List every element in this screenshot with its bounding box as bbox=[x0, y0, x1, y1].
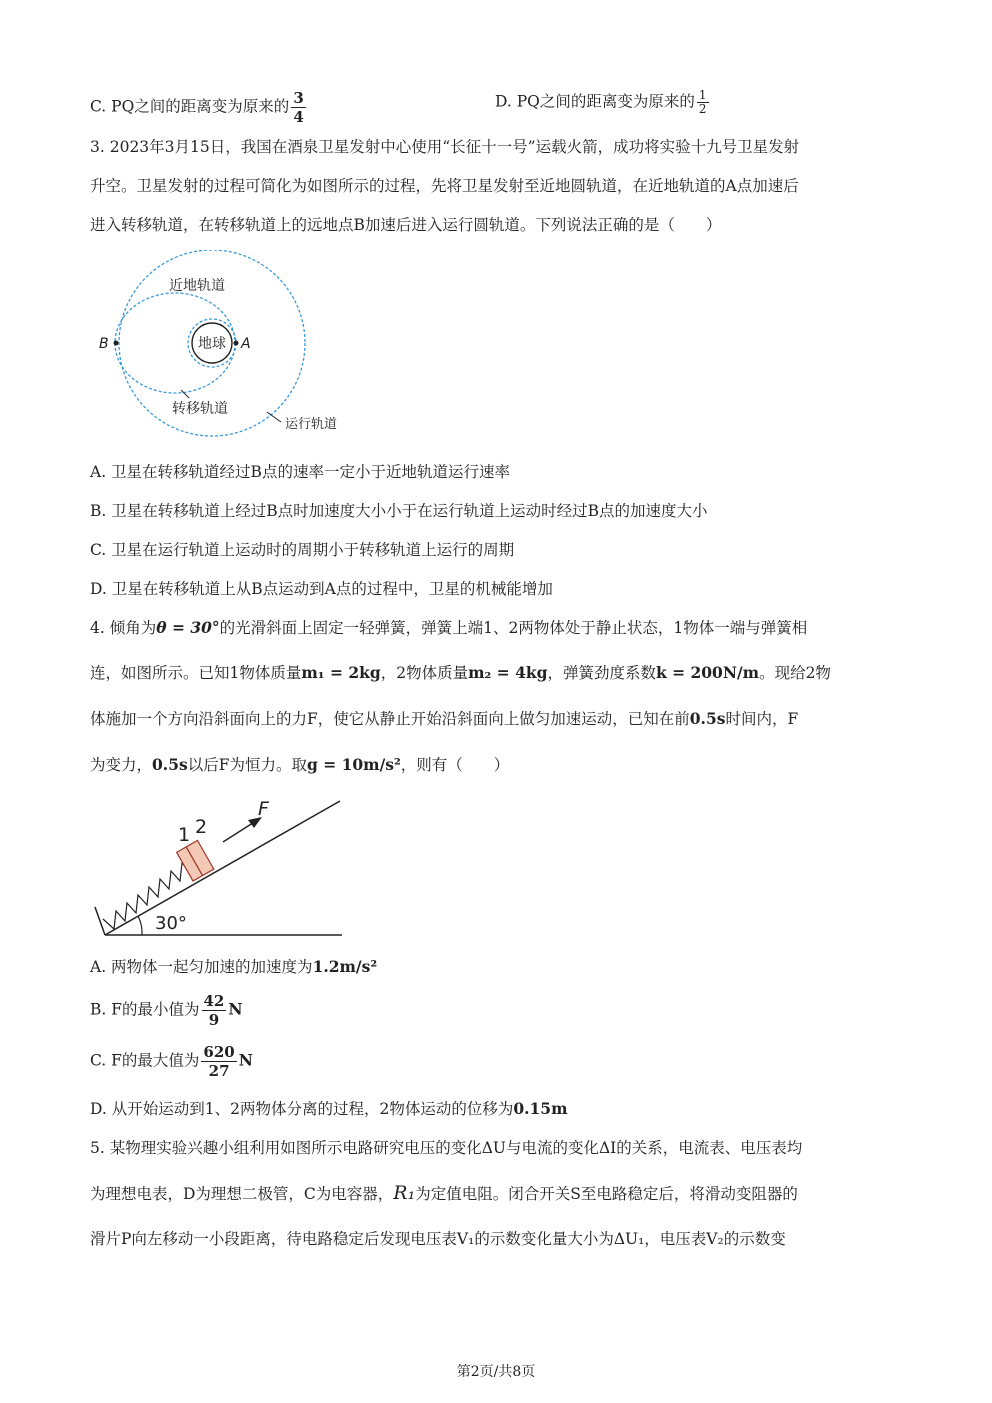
formula-g: g = 10m/s² bbox=[306, 755, 401, 774]
near-orbit-label: 近地轨道 bbox=[169, 278, 225, 294]
text-segment: 以后F为恒力。取 bbox=[187, 756, 307, 774]
formula-m1: m₁ = 2kg bbox=[301, 663, 381, 682]
prev-option-c[interactable] bbox=[90, 89, 308, 126]
q4-stem-line4 bbox=[90, 754, 509, 776]
q4-option-c[interactable] bbox=[90, 1043, 253, 1080]
text-segment: 体施加一个方向沿斜面向上的力F，使它从静止开始沿斜面向上做匀加速运动，已知在前 bbox=[90, 710, 690, 728]
q4-stem-line3 bbox=[90, 708, 798, 730]
option-text: C. PQ之间的距离变为原来的 bbox=[90, 97, 290, 116]
label-2: 2 bbox=[195, 816, 208, 838]
fraction bbox=[697, 89, 709, 116]
fraction-numerator: 42 bbox=[203, 992, 225, 1010]
formula-m2: m₂ = 4kg bbox=[468, 663, 548, 682]
q3-stem-line1: 3. 2023年3月15日，我国在酒泉卫星发射中心使用“长征十一号”运载火箭，成功将实验十九号卫星发射 bbox=[90, 138, 800, 156]
option-text: A. 两物体一起匀加速的加速度为 bbox=[90, 958, 313, 976]
q3-stem-line3: 进入转移轨道，在转移轨道上的远地点B加速后进入运行圆轨道。下列说法正确的是（ ） bbox=[90, 216, 722, 234]
q4-stem-line1 bbox=[90, 617, 807, 639]
q3-option-d[interactable]: D. 卫星在转移轨道上从B点运动到A点的过程中，卫星的机械能增加 bbox=[90, 580, 553, 598]
q3-option-b[interactable]: B. 卫星在转移轨道上经过B点时加速度大小小于在运行轨道上运动时经过B点的加速度大小 bbox=[90, 502, 708, 520]
text-segment: ，2物体质量 bbox=[380, 664, 469, 682]
formula-time: 0.5s bbox=[152, 755, 188, 774]
transfer-leader-line bbox=[181, 390, 189, 398]
wall-line bbox=[95, 907, 105, 935]
text-segment: ，则有（ ） bbox=[400, 756, 510, 774]
q4-stem-line2 bbox=[90, 662, 831, 684]
q4-option-a[interactable] bbox=[90, 956, 377, 978]
fraction bbox=[202, 992, 227, 1029]
option-text: C. F的最大值为 bbox=[90, 1051, 200, 1070]
force-arrow bbox=[223, 821, 256, 842]
formula-acceleration: 1.2m/s² bbox=[312, 957, 378, 976]
text-segment: 为理想电表，D为理想二极管，C为电容器， bbox=[90, 1185, 394, 1203]
text-segment: 为变力， bbox=[90, 756, 153, 774]
q5-stem-line2 bbox=[90, 1182, 798, 1205]
q3-option-c[interactable]: C. 卫星在运行轨道上运动时的周期小于转移轨道上运行的周期 bbox=[90, 541, 515, 559]
text-segment: 时间内，F bbox=[725, 710, 799, 728]
fraction-denominator: 27 bbox=[208, 1062, 230, 1080]
fraction-numerator: 1 bbox=[698, 88, 707, 102]
page-footer: 第2页/共8页 bbox=[456, 1364, 536, 1380]
angle-label: 30° bbox=[155, 913, 187, 934]
formula-r1: R₁ bbox=[393, 1182, 416, 1204]
fraction bbox=[291, 89, 305, 126]
q4-option-b[interactable] bbox=[90, 992, 243, 1029]
q3-stem-line2: 升空。卫星发射的过程可简化为如图所示的过程，先将卫星发射至近地圆轨道，在近地轨道的A点加速后 bbox=[90, 177, 799, 195]
point-a-dot bbox=[234, 341, 239, 346]
fraction-denominator: 9 bbox=[208, 1011, 220, 1029]
text-segment: 的光滑斜面上固定一轻弹簧，弹簧上端1、2两物体处于静止状态，1物体一端与弹簧相 bbox=[219, 619, 808, 637]
fraction-denominator: 2 bbox=[698, 102, 707, 116]
prev-option-d[interactable] bbox=[495, 89, 711, 116]
text-segment: 4. 倾角为 bbox=[90, 619, 157, 637]
angle-arc bbox=[138, 916, 142, 935]
formula-k: k = 200N/m bbox=[655, 663, 760, 682]
text-segment: ，弹簧劲度系数 bbox=[547, 664, 656, 682]
q5-stem-line1: 5. 某物理实验兴趣小组利用如图所示电路研究电压的变化ΔU与电流的变化ΔI的关系，电流表、电压表均 bbox=[90, 1139, 803, 1157]
point-b-label: B bbox=[99, 336, 109, 352]
orbit-diagram bbox=[95, 250, 355, 445]
label-f: F bbox=[258, 798, 269, 820]
incline-line bbox=[105, 801, 340, 935]
point-a-label: A bbox=[241, 336, 251, 352]
unit-text: N bbox=[238, 1050, 253, 1070]
q3-option-a[interactable]: A. 卫星在转移轨道经过B点的速率一定小于近地轨道运行速率 bbox=[90, 463, 510, 481]
text-segment: 为定值电阻。闭合开关S至电路稳定后，将滑动变阻器的 bbox=[415, 1185, 798, 1203]
option-text: D. 从开始运动到1、2两物体分离的过程，2物体运动的位移为 bbox=[90, 1100, 514, 1118]
q5-stem-line3: 滑片P向左移动一小段距离，待电路稳定后发现电压表V₁的示数变化量大小为ΔU₁，电压表V₂的示数变 bbox=[90, 1230, 786, 1248]
point-b-dot bbox=[114, 341, 119, 346]
fraction-denominator: 4 bbox=[293, 108, 304, 126]
formula-time: 0.5s bbox=[689, 709, 726, 728]
formula-theta: θ = 30° bbox=[156, 618, 220, 637]
run-leader-line bbox=[267, 412, 281, 422]
run-orbit-label: 运行轨道 bbox=[285, 417, 338, 432]
fraction-numerator: 3 bbox=[293, 89, 304, 107]
formula-displacement: 0.15m bbox=[513, 1099, 568, 1118]
fraction-numerator: 620 bbox=[203, 1043, 235, 1061]
earth-label: 地球 bbox=[198, 336, 226, 352]
text-segment: 。现给2物 bbox=[759, 664, 831, 682]
transfer-orbit-label: 转移轨道 bbox=[172, 401, 228, 417]
unit-text: N bbox=[228, 999, 243, 1019]
text-segment: 连，如图所示。已知1物体质量 bbox=[90, 664, 302, 682]
fraction bbox=[201, 1043, 236, 1080]
incline-diagram bbox=[90, 795, 350, 940]
label-1: 1 bbox=[178, 824, 191, 846]
option-text: D. PQ之间的距离变为原来的 bbox=[495, 92, 695, 111]
option-text: B. F的最小值为 bbox=[90, 1000, 200, 1019]
q4-option-d[interactable] bbox=[90, 1098, 567, 1120]
